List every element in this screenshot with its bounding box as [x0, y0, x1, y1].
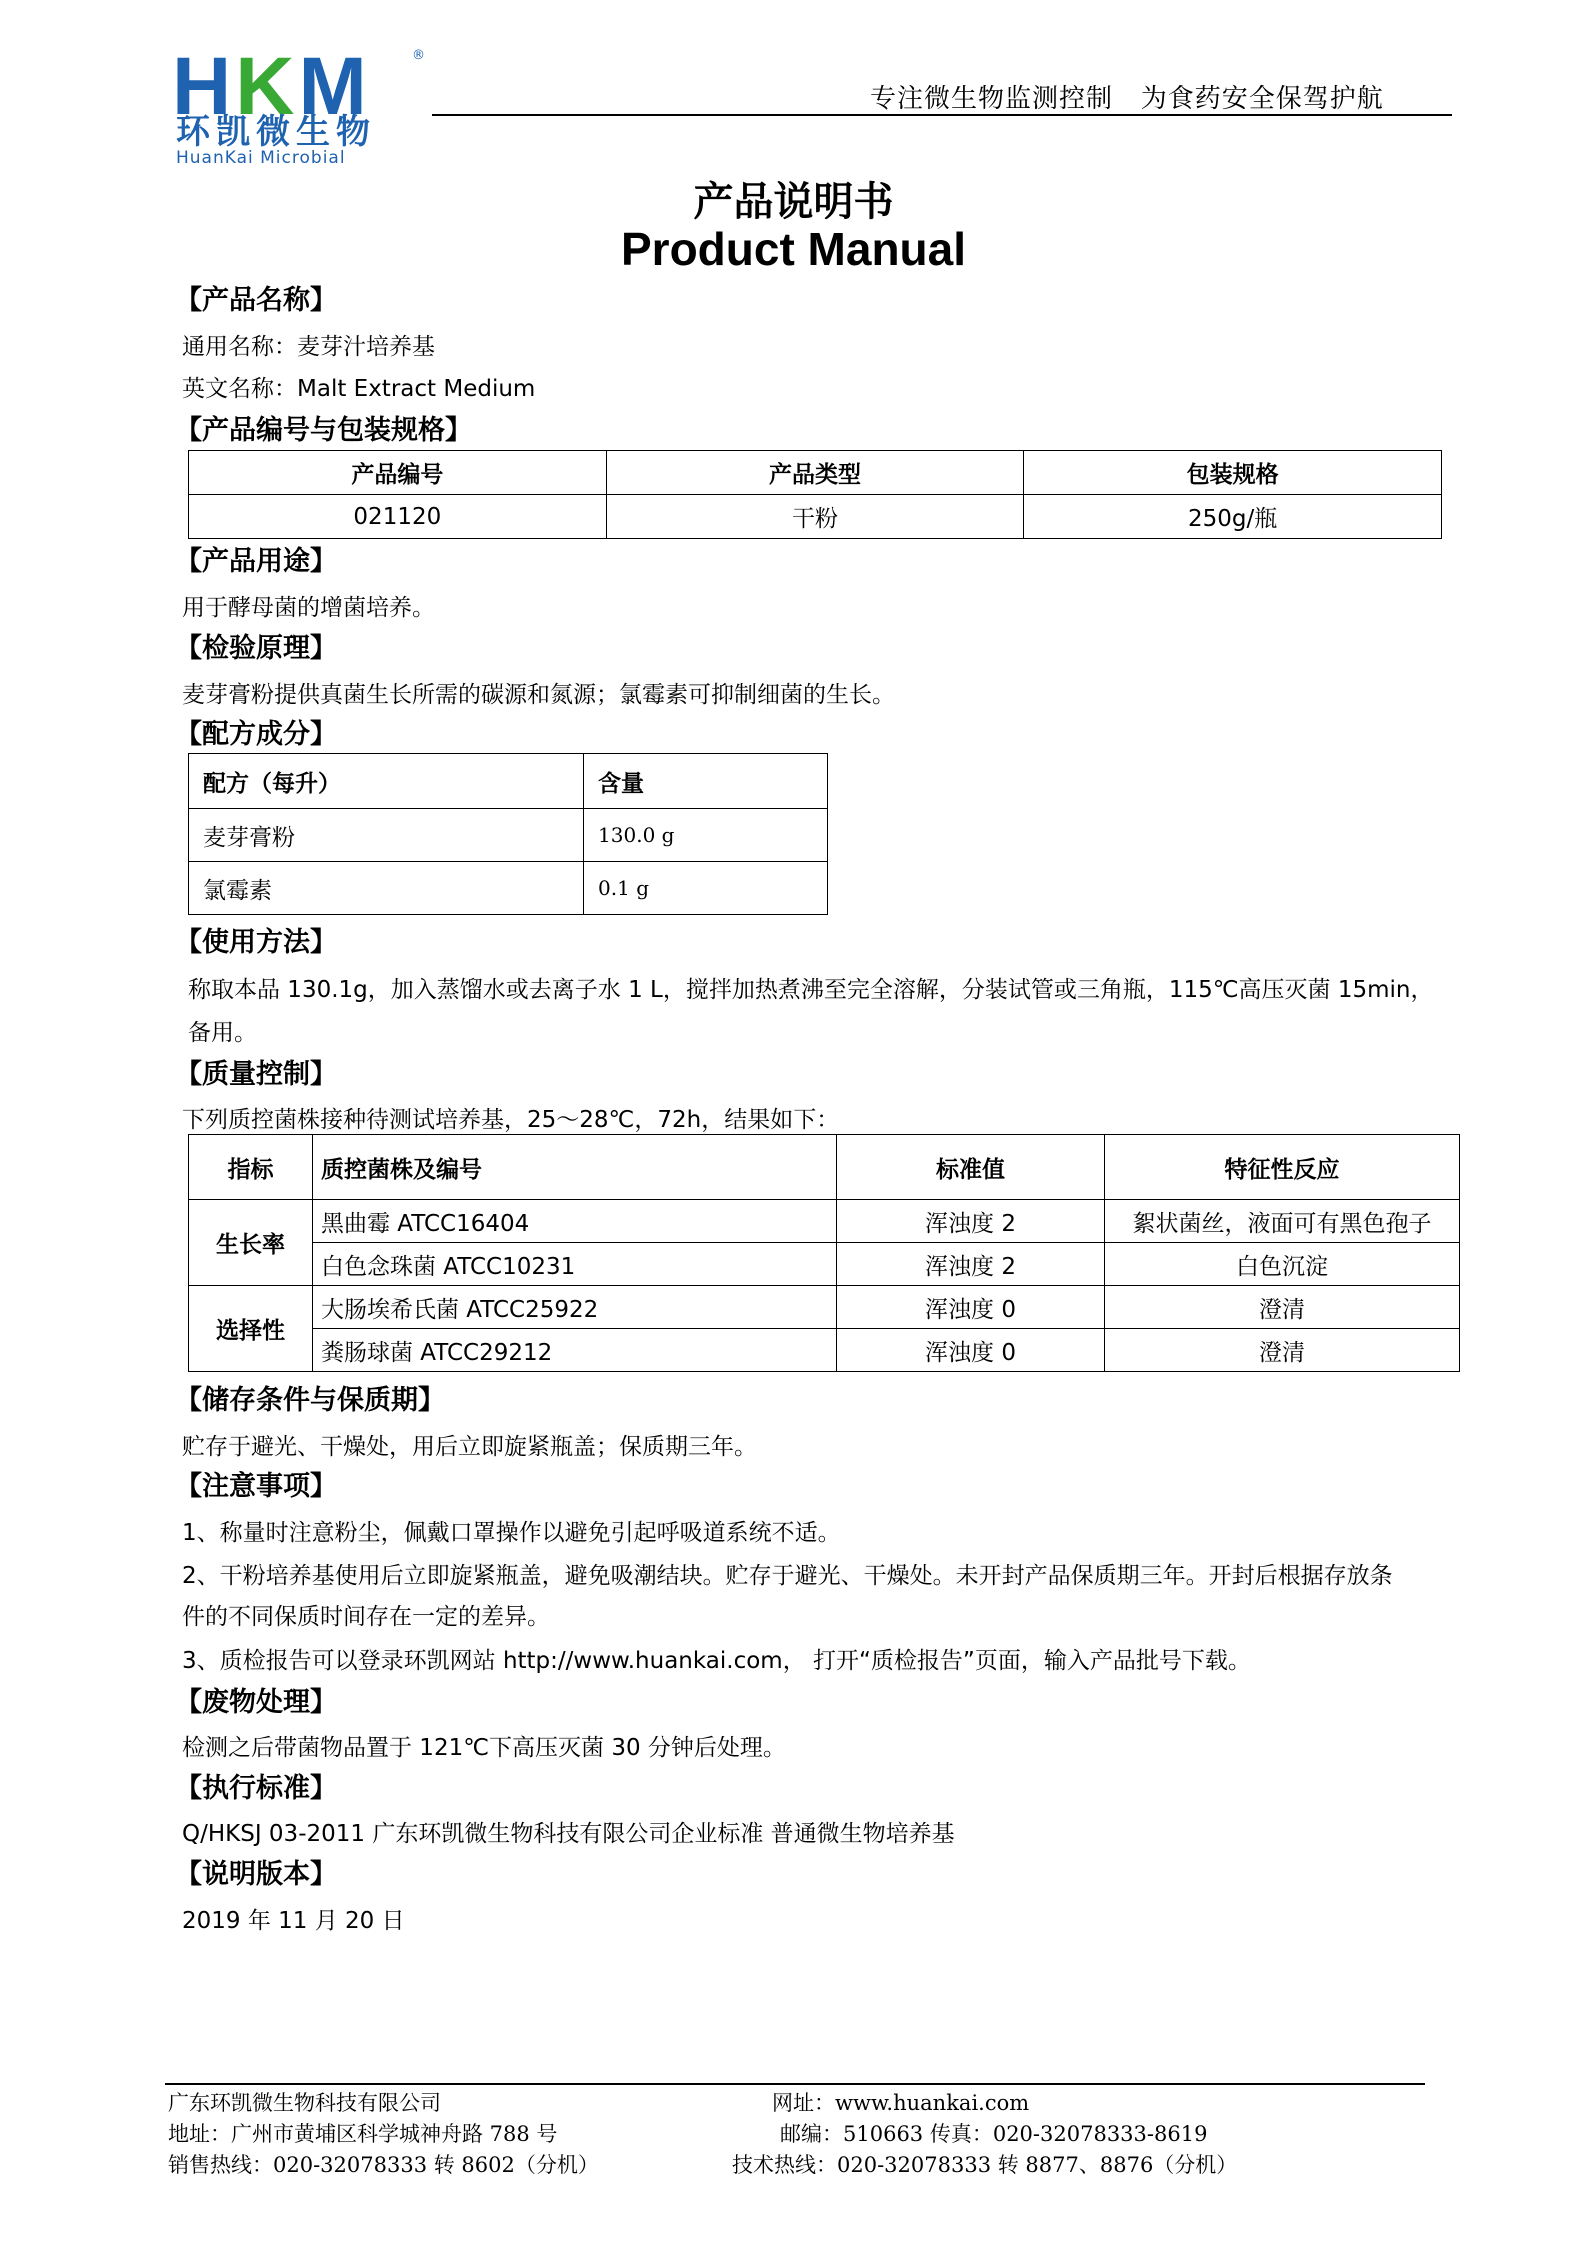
- table-header-cell: 配方（每升）: [189, 754, 584, 809]
- reaction: 澄清: [1105, 1286, 1460, 1329]
- table-row: [189, 862, 828, 915]
- section-heading-standard: 【执行标准】: [175, 1773, 337, 1804]
- group-label: 生长率: [189, 1200, 313, 1286]
- reaction: 絮状菌丝，液面可有黑色孢子: [1105, 1200, 1460, 1243]
- spec-table: [188, 450, 1442, 539]
- principle-text: 麦芽膏粉提供真菌生长所需的碳源和氮源；氯霉素可抑制细菌的生长。: [182, 682, 895, 708]
- section-heading-principle: 【检验原理】: [175, 633, 337, 664]
- title-english: Product Manual: [620, 223, 967, 275]
- reaction: 白色沉淀: [1105, 1243, 1460, 1286]
- table-header-cell: 产品类型: [606, 451, 1024, 495]
- english-name: 英文名称：Malt Extract Medium: [182, 376, 536, 402]
- strain: 黑曲霉 ATCC16404: [313, 1200, 837, 1243]
- section-heading-use: 【产品用途】: [175, 546, 337, 577]
- section-heading-method: 【使用方法】: [175, 927, 337, 958]
- table-header-cell: 特征性反应: [1105, 1135, 1460, 1200]
- table-header-cell: 标准值: [837, 1135, 1105, 1200]
- table-row: [189, 1243, 1460, 1286]
- footer-address: 地址：广州市黄埔区科学城神舟路 788 号: [168, 2122, 558, 2146]
- table-row: [189, 809, 828, 862]
- footer-postcode-fax: 邮编：510663 传真：020-32078333-8619: [780, 2122, 1208, 2146]
- table-header-row: [189, 754, 828, 809]
- strain: 白色念珠菌 ATCC10231: [313, 1243, 837, 1286]
- section-heading-notes: 【注意事项】: [175, 1471, 337, 1502]
- logo-chinese-name: 环凯微生物: [176, 112, 376, 152]
- table-row: [189, 1200, 1460, 1243]
- logo-text: HKM: [172, 41, 371, 132]
- section-heading-storage: 【储存条件与保质期】: [175, 1385, 445, 1416]
- section-heading-spec: 【产品编号与包装规格】: [175, 415, 472, 446]
- section-heading-qc: 【质量控制】: [175, 1059, 337, 1090]
- table-header-cell: 指标: [189, 1135, 313, 1200]
- standard-value: 浑浊度 2: [837, 1200, 1105, 1243]
- product-type: 干粉: [606, 495, 1024, 539]
- note-item: 1、称量时注意粉尘，佩戴口罩操作以避免引起呼吸道系统不适。: [182, 1520, 841, 1546]
- section-heading-disposal: 【废物处理】: [175, 1687, 337, 1718]
- table-header-row: [189, 451, 1442, 495]
- standard-text: Q/HKSJ 03-2011 广东环凯微生物科技有限公司企业标准 普通微生物培养基: [182, 1821, 955, 1847]
- footer-website: 网址：www.huankai.com: [772, 2091, 1030, 2115]
- group-label: 选择性: [189, 1286, 313, 1372]
- footer-company: 广东环凯微生物科技有限公司: [168, 2091, 441, 2115]
- table-row: [189, 1286, 1460, 1329]
- package-size: 250g/瓶: [1024, 495, 1442, 539]
- table-row: [189, 1329, 1460, 1372]
- section-heading-name: 【产品名称】: [175, 285, 337, 316]
- table-header-cell: 含量: [584, 754, 828, 809]
- method-text-line2: 备用。: [188, 1020, 257, 1046]
- reaction: 澄清: [1105, 1329, 1460, 1372]
- footer-sales-hotline: 销售热线：020-32078333 转 8602（分机）: [168, 2153, 599, 2177]
- table-header-cell: 包装规格: [1024, 451, 1442, 495]
- header-divider: [432, 114, 1452, 116]
- header-slogan: 专注微生物监测控制 为食药安全保驾护航: [870, 84, 1384, 114]
- note-item: 3、质检报告可以登录环凯网站 http://www.huankai.com， 打开“质检报告”页面，输入产品批号下载。: [182, 1648, 1251, 1674]
- table-header-row: [189, 1135, 1460, 1200]
- qc-table: [188, 1134, 1460, 1372]
- footer-tech-hotline: 技术热线：020-32078333 转 8877、8876（分机）: [732, 2153, 1238, 2177]
- ingredient-amount: 130.0 g: [584, 809, 828, 862]
- note-item-continued: 件的不同保质时间存在一定的差异。: [182, 1604, 550, 1630]
- qc-intro: 下列质控菌株接种待测试培养基，25～28℃，72h，结果如下：: [182, 1107, 840, 1133]
- table-header-cell: 产品编号: [189, 451, 607, 495]
- ingredient-name: 麦芽膏粉: [189, 809, 584, 862]
- strain: 粪肠球菌 ATCC29212: [313, 1329, 837, 1372]
- strain: 大肠埃希氏菌 ATCC25922: [313, 1286, 837, 1329]
- formula-table: [188, 753, 828, 915]
- section-heading-formula: 【配方成分】: [175, 719, 337, 750]
- storage-text: 贮存于避光、干燥处，用后立即旋紧瓶盖；保质期三年。: [182, 1434, 757, 1460]
- use-text: 用于酵母菌的增菌培养。: [182, 595, 435, 621]
- standard-value: 浑浊度 2: [837, 1243, 1105, 1286]
- footer-divider: [165, 2083, 1425, 2085]
- standard-value: 浑浊度 0: [837, 1286, 1105, 1329]
- product-code: 021120: [189, 495, 607, 539]
- common-name: 通用名称：麦芽汁培养基: [182, 334, 435, 360]
- logo-english-name: HuanKai Microbial: [176, 148, 346, 168]
- table-row: [189, 495, 1442, 539]
- standard-value: 浑浊度 0: [837, 1329, 1105, 1372]
- method-text-line1: 称取本品 130.1g，加入蒸馏水或去离子水 1 L，搅拌加热煮沸至完全溶解，分装试管或三角瓶，115℃高压灭菌 15min，: [188, 977, 1434, 1003]
- version-date: 2019 年 11 月 20 日: [182, 1908, 405, 1934]
- note-item: 2、干粉培养基使用后立即旋紧瓶盖，避免吸潮结块。贮存于避光、干燥处。未开封产品保质期三年。开封后根据存放条: [182, 1563, 1393, 1589]
- section-heading-version: 【说明版本】: [175, 1859, 337, 1890]
- title-chinese: 产品说明书: [693, 179, 894, 225]
- registered-mark: ®: [412, 48, 425, 63]
- table-header-cell: 质控菌株及编号: [313, 1135, 837, 1200]
- disposal-text: 检测之后带菌物品置于 121℃下高压灭菌 30 分钟后处理。: [182, 1735, 786, 1761]
- ingredient-name: 氯霉素: [189, 862, 584, 915]
- ingredient-amount: 0.1 g: [584, 862, 828, 915]
